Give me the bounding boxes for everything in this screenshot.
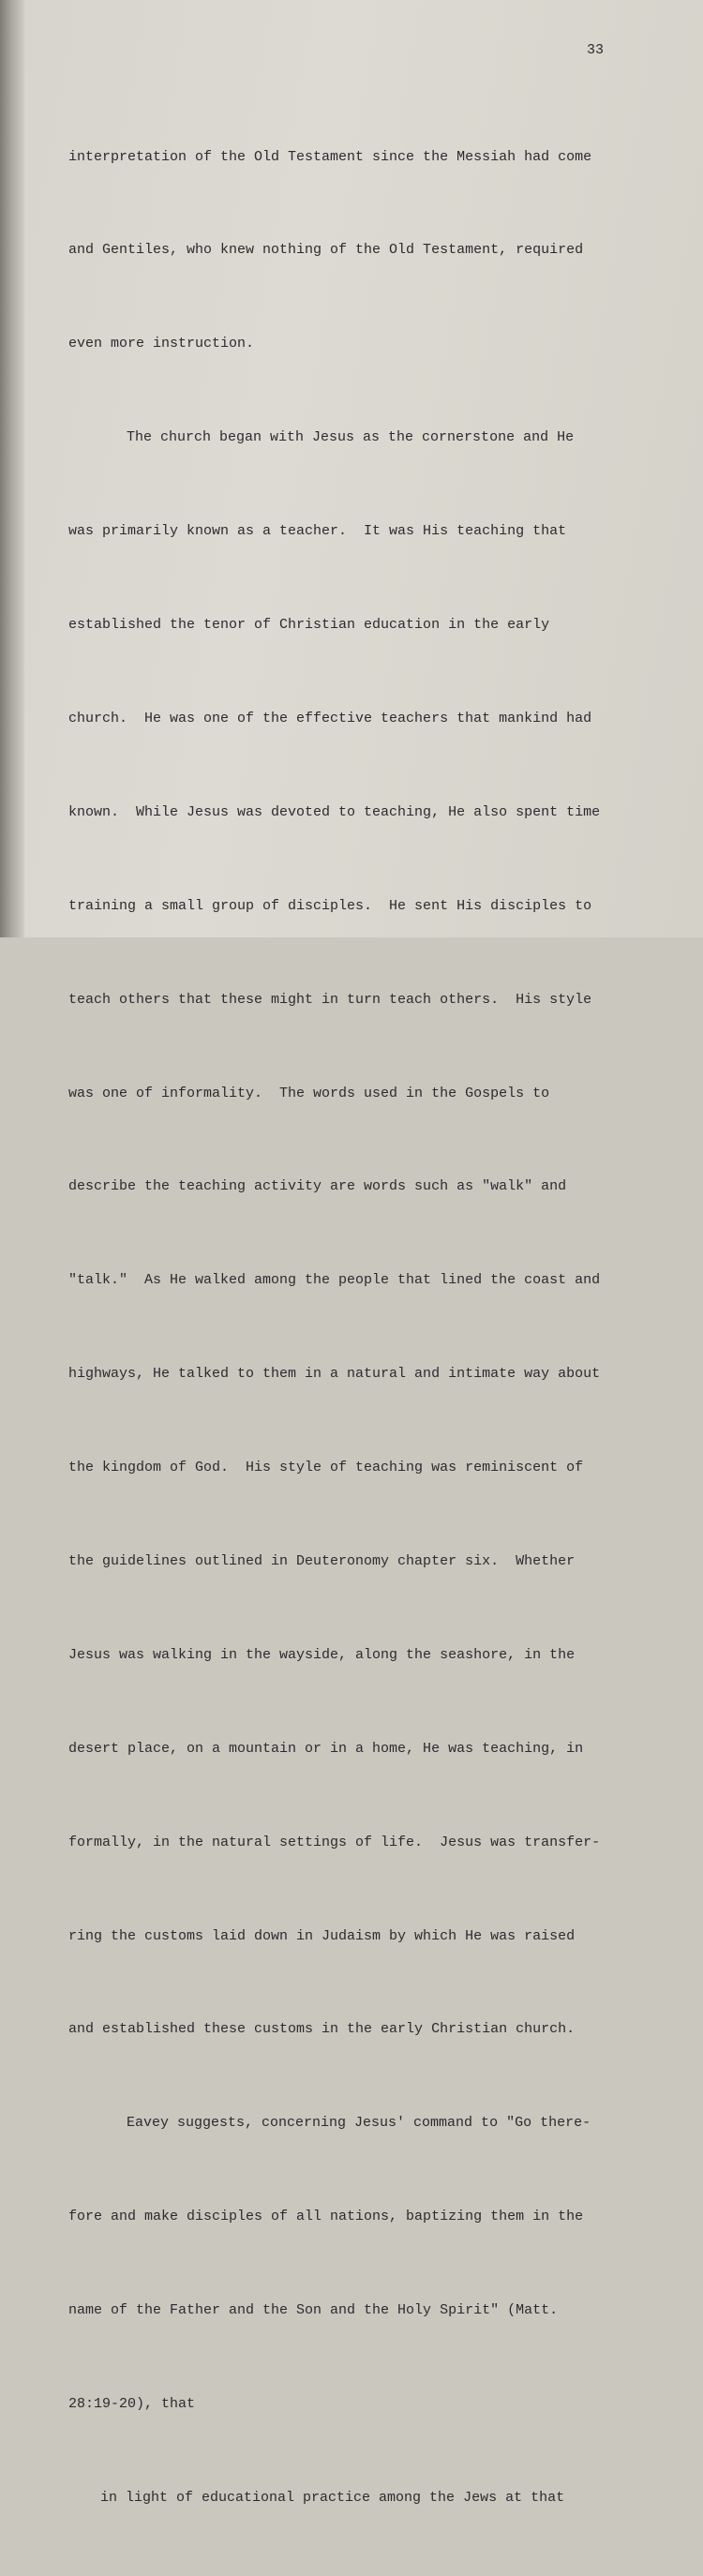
text-line: teach others that these might in turn teach others. His style (68, 991, 592, 1008)
paragraph-start-line: Eavey suggests, concerning Jesus' command to "Go there- (127, 2115, 591, 2132)
text-line: formally, in the natural settings of life. Jesus was transfer- (68, 1834, 601, 1850)
text-line: and established these customs in the early Christian church. (68, 2021, 576, 2038)
text-line: was one of informality. The words used in the Gospels to (68, 1085, 550, 1101)
page-number: 33 (586, 42, 604, 58)
paragraph-start-line: The church began with Jesus as the cornerstone and He (127, 429, 575, 446)
body-text (68, 79, 668, 2576)
text-line: interpretation of the Old Testament since the Messiah had come (68, 148, 592, 165)
text-line: Jesus was walking in the wayside, along the seashore, in the (68, 1646, 576, 1663)
text-line: fore and make disciples of all nations, baptizing them in the (68, 2209, 584, 2225)
text-line: training a small group of disciples. He sent His disciples to (68, 897, 592, 914)
text-line: the guidelines outlined in Deuteronomy chapter six. Whether (68, 1552, 576, 1569)
book-spine-shadow (0, 0, 24, 937)
text-line: highways, He talked to them in a natural and intimate way about (68, 1366, 601, 1383)
text-line: desert place, on a mountain or in a home, He was teaching, in (68, 1740, 584, 1757)
text-line: church. He was one of the effective teachers that mankind had (68, 710, 592, 726)
text-line: "talk." As He walked among the people that lined the coast and (68, 1272, 601, 1289)
text-line: was primarily known as a teacher. It was His teaching that (68, 523, 567, 540)
text-line: ring the customs laid down in Judaism by which He was raised (68, 1927, 576, 1944)
text-line: and Gentiles, who knew nothing of the Old Testament, required (68, 242, 584, 259)
text-line: 28:19-20), that (68, 2395, 196, 2412)
text-line: the kingdom of God. His style of teaching was reminiscent of (68, 1460, 584, 1476)
text-line: describe the teaching activity are words such as "walk" and (68, 1178, 567, 1195)
text-line: even more instruction. (68, 336, 255, 352)
block-quote-line: in light of educational practice among the Jews at that (100, 2489, 565, 2506)
text-line: known. While Jesus was devoted to teaching, He also spent time (68, 803, 601, 820)
text-line: established the tenor of Christian education in the early (68, 617, 550, 634)
text-line: name of the Father and the Son and the Holy Spirit" (Matt. (68, 2302, 559, 2319)
